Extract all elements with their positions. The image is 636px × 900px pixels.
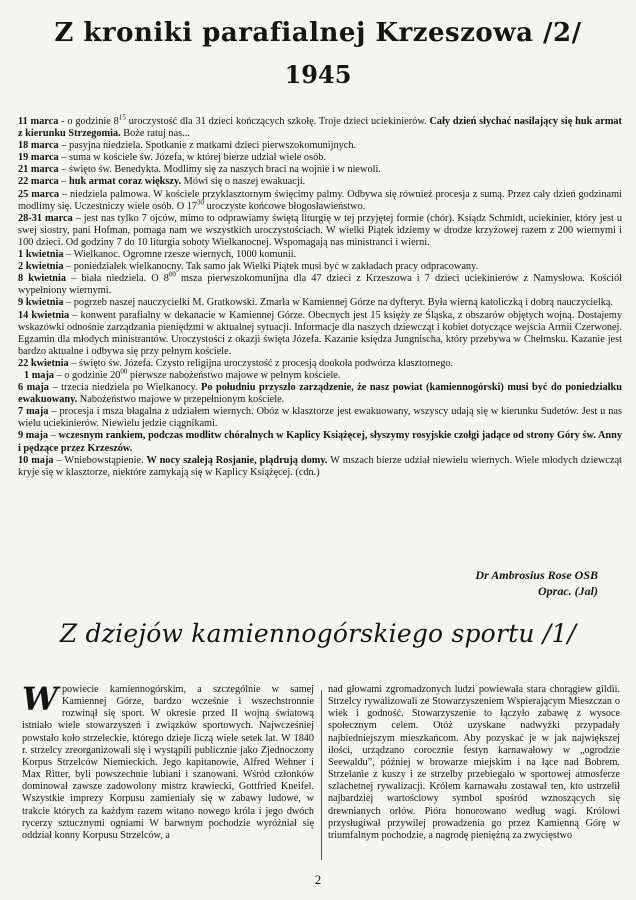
drop-cap: W <box>22 680 58 718</box>
entry-date: 10 maja <box>18 454 54 466</box>
entry-highlight: W nocy szaleją Rosjanie, plądrują domy. <box>146 454 328 466</box>
entry-text: Boże ratuj nas... <box>120 128 190 140</box>
entry-highlight: wczesnym rankiem, podczas modlitw chóralnych w Kaplicy Książęcej, słyszymy rosyjskie czołgi jadące od strony Góry św. Anny i pędzące przez Krzeszów. <box>18 430 622 454</box>
chronicle-entry <box>18 176 622 188</box>
chronicle-entry <box>18 140 622 152</box>
entry-date: 1 kwietnia <box>18 249 64 261</box>
chronicle-entry <box>18 406 622 430</box>
chronicle-entry <box>18 455 622 479</box>
page-title: Z kroniki parafialnej Krzeszowa /2/ <box>54 18 582 48</box>
entry-date: 18 marca <box>18 140 59 152</box>
entry-text: uroczyste końcowe błogosławieństwo. <box>204 200 366 212</box>
entry-date: 11 marca <box>18 116 59 127</box>
chronicle-entry <box>18 113 622 140</box>
entry-text: – niedziela palmowa. W kościele przyklasztornym święcimy palmy. Odbywa się również procesja z sumą. Przez cały dzień godzinami modlimy się. Uczestniczy wiele osób. O 17 <box>18 188 622 212</box>
article-text: powiecie kamiennogórskim, a szczególnie w samej Kamiennej Górze, bardzo wcześnie i wszechstronnie rozwinął się sport. W okresie przed II wojną światową istniało wiele stowarzyszeń i związków sportowych. Najwcześniej powstało koło strzeleckie, którego dzieje liczą wiele setek lat. W 1840 r. strzelcy zreorganizowali się i wystąpili publicznie jako Zjednoczony Korpus Strzelców Niemieckich. Jego kapitanowie, Alfred Wehner i Max Ritter, byli powszechnie lubiani i szanowani. Wśród członków dominował zawsze zadowolony mistrz krawiecki, Gottfried Kneifel. Wszystkie imprezy Korpusu zamieniały się w zabawy ludowe, w trakcie których za każdym razem witano nowego króla i jego dwóch rycerzy sztucznymi ogniami W barwnym pochodzie wyróżniał się oddział konny Korpusu Strzelców, a <box>22 684 314 841</box>
article-column-left <box>22 680 314 842</box>
chronicle-entry <box>18 310 622 358</box>
article-text: nad głowami zgromadzonych ludzi powiewała stara chorągiew gildii. Strzelcy rywalizowali ze Stowarzyszeniem Wspierającym Mieszczan o wiek i godność. Stowarzyszenie to łączyło zabawę z wysoce społecznym celem. Otóż uzyskane nadwyżki przypadały najbiedniejszym mieszkańcom. Aby pozyskać je w jak największej ilości, urządzano corocznie festyn karnawałowy w „ogrodzie Seewaldu”, później w browarze miejskim i na łące nad Bobrem. Strzelanie z kuszy i ze strzelby przebiegało w sportowej atmosferze szlachetnej rywalizacji. Królem karnawału zostawał ten, kto ustrzelił najbardziej wartościowy symbol spośród wznoszących się drewnianych orłów. Pióra honorowano według wagi. Królowi przysługiwał przywilej prowadzenia go przez Kamienną Górę w triumfalnym pochodzie, a nagrodę pieniężną za zwycięstwo <box>328 684 620 841</box>
entry-text: – suma w kościele św. Józefa, w której bierze udział wiele osób. <box>58 152 326 164</box>
entry-text: – pasyjna niedziela. Spotkanie z matkami dzieci pierwszokomunijnych. <box>58 140 357 152</box>
entry-text: - o godzinie 8 <box>58 116 119 127</box>
entry-date: 6 maja <box>18 382 49 394</box>
entry-date: 9 kwietnia <box>18 297 64 309</box>
chronicle-entry <box>18 367 622 382</box>
chronicle-entry <box>18 152 622 164</box>
entry-text: – Wniebowstąpienie. <box>53 454 147 466</box>
entry-date: 1 maja <box>24 369 55 381</box>
chronicle-entry <box>18 297 622 309</box>
entry-text: – o godzinie 20 <box>54 369 121 381</box>
chronicle-entry <box>18 189 622 213</box>
entry-text: – jest nas tylko 7 ojców, mimo to odprawiamy świętą liturgię w tej przyjętej formie (chór). Ksiądz Schmidt, uciekinier, który jest u swej siostry, pani Hofman, pomaga nam we wszystkich uroczystościach. W wielki Piątek idziemy w drodze krzyżowej razem z 200 wiernymi i 100 dzieci. Od godziny 7 do 10 liturgia soboty Wielkanocnej. Wspomagają nas ministranci i wierni. <box>18 212 622 248</box>
entry-date: 14 kwietnia <box>18 309 70 321</box>
entry-text: Nabożeństwo majowe w przepełnionym kościele. <box>77 394 285 406</box>
article-paragraph <box>328 684 620 842</box>
entry-text: msza pierwszokomunijna dla 47 dzieci z Krzeszowa i 7 dzieci uciekinierów z Namysłowa. Kościół wypełniony wiernymi. <box>18 273 622 297</box>
entry-text: – trzecia niedziela po Wielkanocy. <box>48 382 202 394</box>
entry-date: 7 maja <box>18 406 49 418</box>
signature-editor: Oprac. (Jal) <box>538 584 598 598</box>
entry-date: 28-31 marca <box>18 212 73 224</box>
column-divider <box>321 690 322 860</box>
chronicle-entries <box>18 113 623 479</box>
entry-text: – biała niedziela. O 8 <box>66 273 169 285</box>
entry-date: 9 maja <box>18 430 49 442</box>
chronicle-entry <box>18 430 622 454</box>
entry-text: – <box>48 430 59 442</box>
entry-date: 19 marca <box>18 152 59 164</box>
chronicle-entry <box>18 270 622 297</box>
chronicle-entry <box>18 261 622 273</box>
entry-text: – święto św. Benedykta. Modlimy się za naszych braci na wojnie i w niewoli. <box>58 164 381 176</box>
entry-text: – święto św. Józefa. Czysto religijna uroczystość z procesją dookoła podwórza klasztornego. <box>68 357 454 369</box>
entry-time-superscript: 30 <box>197 198 205 207</box>
entry-date: 25 marca <box>18 188 60 200</box>
chronicle-entry <box>18 358 622 370</box>
entry-date: 22 kwietnia <box>18 357 69 369</box>
entry-text: uroczystość dla 31 dzieci kończących szkołę. Troje dzieci uciekinierów. <box>125 116 430 127</box>
entry-text: Mówi się o naszej ewakuacji. <box>181 176 306 188</box>
entry-time-superscript: 00 <box>120 367 128 376</box>
entry-text: – <box>58 176 69 188</box>
entry-text: W mszach bierze udział niewielu wiernych. Wiele młodych dziewcząt kryje się w klasztorze, niektóre zamykają się w Kaplicy Książęcej. (cdn.) <box>18 454 623 478</box>
entry-time-superscript: 00 <box>168 270 176 279</box>
page-number: 2 <box>314 872 322 887</box>
entry-text: – poniedziałek wielkanocny. Tak samo jak Wielki Piątek musi być w zakładach pracy odpracowany. <box>63 261 479 273</box>
signature <box>475 567 598 599</box>
entry-highlight: Cały dzień słychać nasilający się huk armat z kierunku Strzegomia. <box>18 116 622 140</box>
chronicle-entry <box>18 249 622 261</box>
entry-date: 21 marca <box>18 164 59 176</box>
chronicle-entry <box>18 213 622 249</box>
entry-date: 2 kwietnia <box>18 261 64 273</box>
entry-date: 22 marca <box>18 176 59 188</box>
chronicle-entry <box>18 164 622 176</box>
entry-text: – Wielkanoc. Ogromne rzesze wiernych, 1000 komunii. <box>63 249 297 261</box>
entry-text: – konwent parafialny w dekanacie w Kamiennej Górze. Obecnych jest 15 księży ze Śląska, z obszarów objętych wojną. Dostajemy wskazówki odnośnie zarządzania pieniędzmi w aktualnej sytuacji. Informacje dla naszych dziewcząt i kobiet dotyczące wejścia Armii Czerwonej. Egzamin dla młodych ministrantów. Uroczystości z okazji święta Józefa. Kazanie księdza Jungnischa, który przebywa w Chełmsku. Kazanie jest bardzo aktualne i odbywa się przy pełnym kościele. <box>18 309 622 357</box>
entry-highlight: huk armat coraz większy. <box>69 176 182 188</box>
article-paragraph <box>22 680 314 842</box>
signature-author: Dr Ambrosius Rose OSB <box>475 568 598 582</box>
article-column-right <box>328 684 620 842</box>
entry-time-superscript: 15 <box>118 113 126 122</box>
entry-text: – pogrzeb naszej nauczycielki M. Gratkowski. Zmarła w Kamiennej Górze na dyfteryt. Była wierną katoliczką i dobrą nauczycielką. <box>63 297 614 309</box>
page-year: 1945 <box>284 60 352 89</box>
entry-highlight: Po południu przyszło zarządzenie, że nasz powiat (kamiennogórski) musi być do poniedziałku ewakuowany. <box>18 382 622 406</box>
chronicle-entry <box>18 382 622 406</box>
sport-article-title: Z dziejów kamiennogórskiego sportu /1/ <box>59 619 577 648</box>
entry-text: – procesja i msza błagalna z udziałem wiernych. Obóz w klasztorze jest ewakuowany, wszyscy udają się w kierunku Sudetów. Jest u nas wielu uciekinierów. Niewielu jedzie ciągnikami. <box>18 406 623 430</box>
entry-text: pierwsze nabożeństwo majowe w pełnym kościele. <box>127 369 341 381</box>
entry-date: 8 kwietnia <box>18 273 66 285</box>
